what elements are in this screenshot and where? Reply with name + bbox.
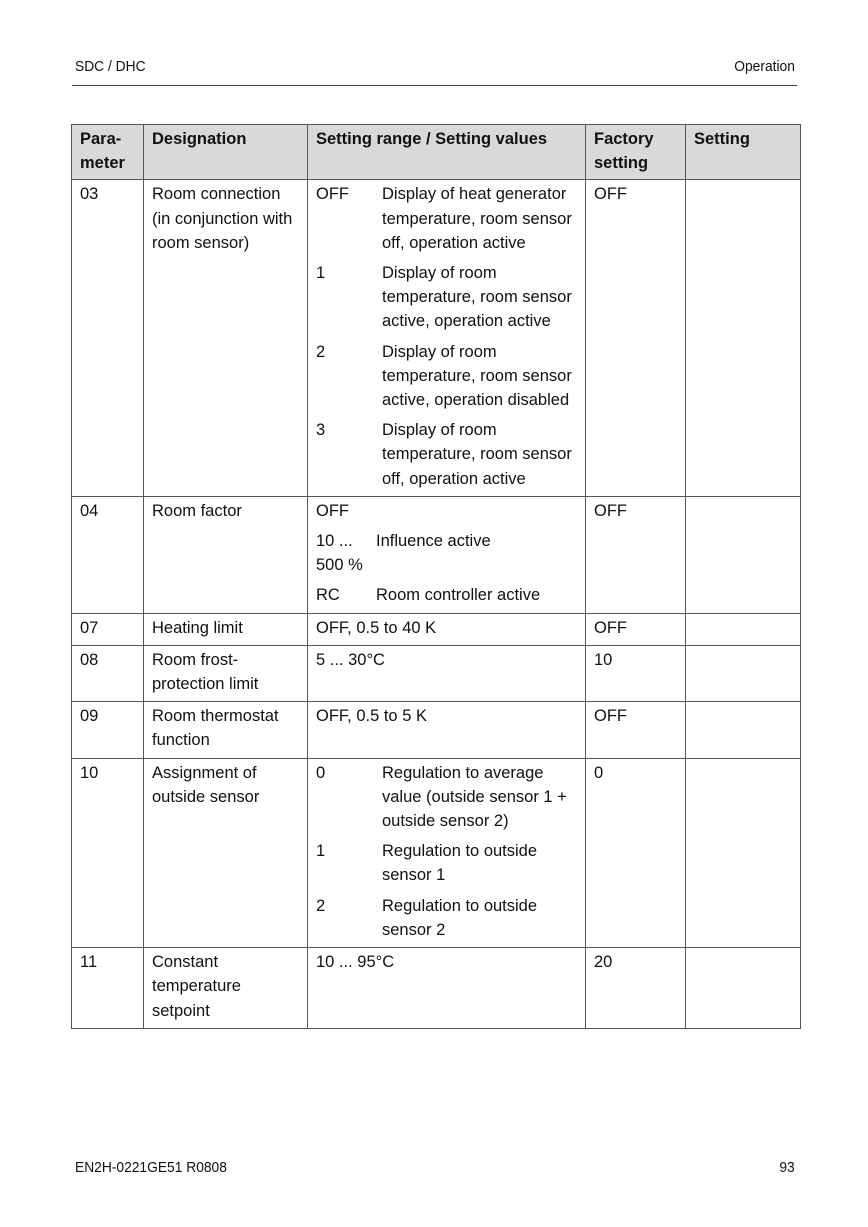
- header-rule: [72, 85, 797, 86]
- setting-cell: [686, 948, 801, 1029]
- param-cell: 11: [72, 948, 144, 1029]
- designation-cell: Room connection (in conjunction with room sensor): [144, 180, 308, 496]
- option-desc: Display of room temperature, room sensor active, operation disabled: [382, 342, 572, 410]
- setting-cell: [686, 180, 801, 496]
- designation-cell: Constant temperature setpoint: [144, 948, 308, 1029]
- factory-cell: OFF: [586, 496, 686, 613]
- table-row: [72, 948, 801, 1029]
- option-item: [316, 340, 577, 413]
- factory-cell: OFF: [586, 613, 686, 645]
- option-desc: Regulation to average value (outside sensor 1 + outside sensor 2): [382, 763, 567, 831]
- setting-cell: [686, 758, 801, 947]
- col-header-designation: Designation: [144, 125, 308, 180]
- option-key: 1: [316, 842, 326, 861]
- factory-cell: 0: [586, 758, 686, 947]
- option-item: [316, 894, 577, 942]
- option-item: [316, 182, 577, 255]
- option-item: [316, 761, 577, 834]
- setting-cell: [686, 645, 801, 701]
- range-cell: [308, 758, 586, 947]
- footer-doc-code: EN2H-0221GE51 R0808: [75, 1159, 227, 1176]
- param-cell: 04: [72, 496, 144, 613]
- option-item: [316, 583, 577, 607]
- param-cell: 09: [72, 702, 144, 758]
- option-key: RC: [316, 586, 340, 605]
- option-desc: Influence active: [376, 532, 491, 551]
- range-cell: [308, 180, 586, 496]
- option-key: 2: [316, 896, 326, 915]
- range-cell: 5 ... 30°C: [308, 645, 586, 701]
- designation-cell: Heating limit: [144, 613, 308, 645]
- option-desc: Display of room temperature, room sensor active, operation active: [382, 264, 572, 331]
- designation-cell: Room thermostat function: [144, 702, 308, 758]
- range-cell: OFF, 0.5 to 40 K: [308, 613, 586, 645]
- option-desc: Regulation to outside sensor 1: [382, 842, 538, 885]
- table-row: [72, 645, 801, 701]
- option-key: 10 ... 500 %: [316, 532, 363, 575]
- option-item: [316, 839, 577, 887]
- setting-cell: [686, 496, 801, 613]
- table-row: [72, 496, 801, 613]
- param-cell: 10: [72, 758, 144, 947]
- page-number: 93: [779, 1159, 795, 1176]
- parameter-table: [71, 124, 801, 1029]
- option-key: 3: [316, 421, 326, 440]
- option-key: 1: [316, 264, 326, 283]
- table-row: [72, 180, 801, 496]
- option-desc: Regulation to outside sensor 2: [382, 896, 538, 939]
- setting-cell: [686, 702, 801, 758]
- factory-cell: OFF: [586, 702, 686, 758]
- factory-cell: OFF: [586, 180, 686, 496]
- factory-cell: 10: [586, 645, 686, 701]
- col-header-setting-range: Setting range / Setting values: [308, 125, 586, 180]
- param-cell: 03: [72, 180, 144, 496]
- option-desc: Display of room temperature, room sensor off, operation active: [382, 421, 572, 488]
- table-header-row: [72, 125, 801, 180]
- option-key: 2: [316, 342, 326, 361]
- option-item: [316, 499, 577, 523]
- option-desc: Room controller active: [376, 586, 541, 605]
- range-cell: OFF, 0.5 to 5 K: [308, 702, 586, 758]
- col-header-factory-setting: Factory setting: [586, 125, 686, 180]
- option-key: OFF: [316, 185, 349, 204]
- option-item: [316, 529, 577, 577]
- option-desc: Display of heat generator temperature, room sensor off, operation active: [382, 185, 572, 252]
- designation-cell: Assignment of outside sensor: [144, 758, 308, 947]
- setting-cell: [686, 613, 801, 645]
- designation-cell: Room frost-protection limit: [144, 645, 308, 701]
- range-cell: [308, 496, 586, 613]
- option-desc: [376, 499, 577, 523]
- option-key: 0: [316, 763, 326, 782]
- table-row: [72, 758, 801, 947]
- param-cell: 07: [72, 613, 144, 645]
- header-section: Operation: [734, 58, 795, 75]
- col-header-parameter: Para- meter: [72, 125, 144, 180]
- param-cell: 08: [72, 645, 144, 701]
- designation-cell: Room factor: [144, 496, 308, 613]
- option-item: [316, 261, 577, 334]
- table-row: [72, 702, 801, 758]
- table-row: [72, 613, 801, 645]
- col-header-setting: Setting: [686, 125, 801, 180]
- option-key: OFF: [316, 501, 349, 520]
- option-item: [316, 418, 577, 491]
- header-title: SDC / DHC: [75, 58, 146, 75]
- range-cell: 10 ... 95°C: [308, 948, 586, 1029]
- factory-cell: 20: [586, 948, 686, 1029]
